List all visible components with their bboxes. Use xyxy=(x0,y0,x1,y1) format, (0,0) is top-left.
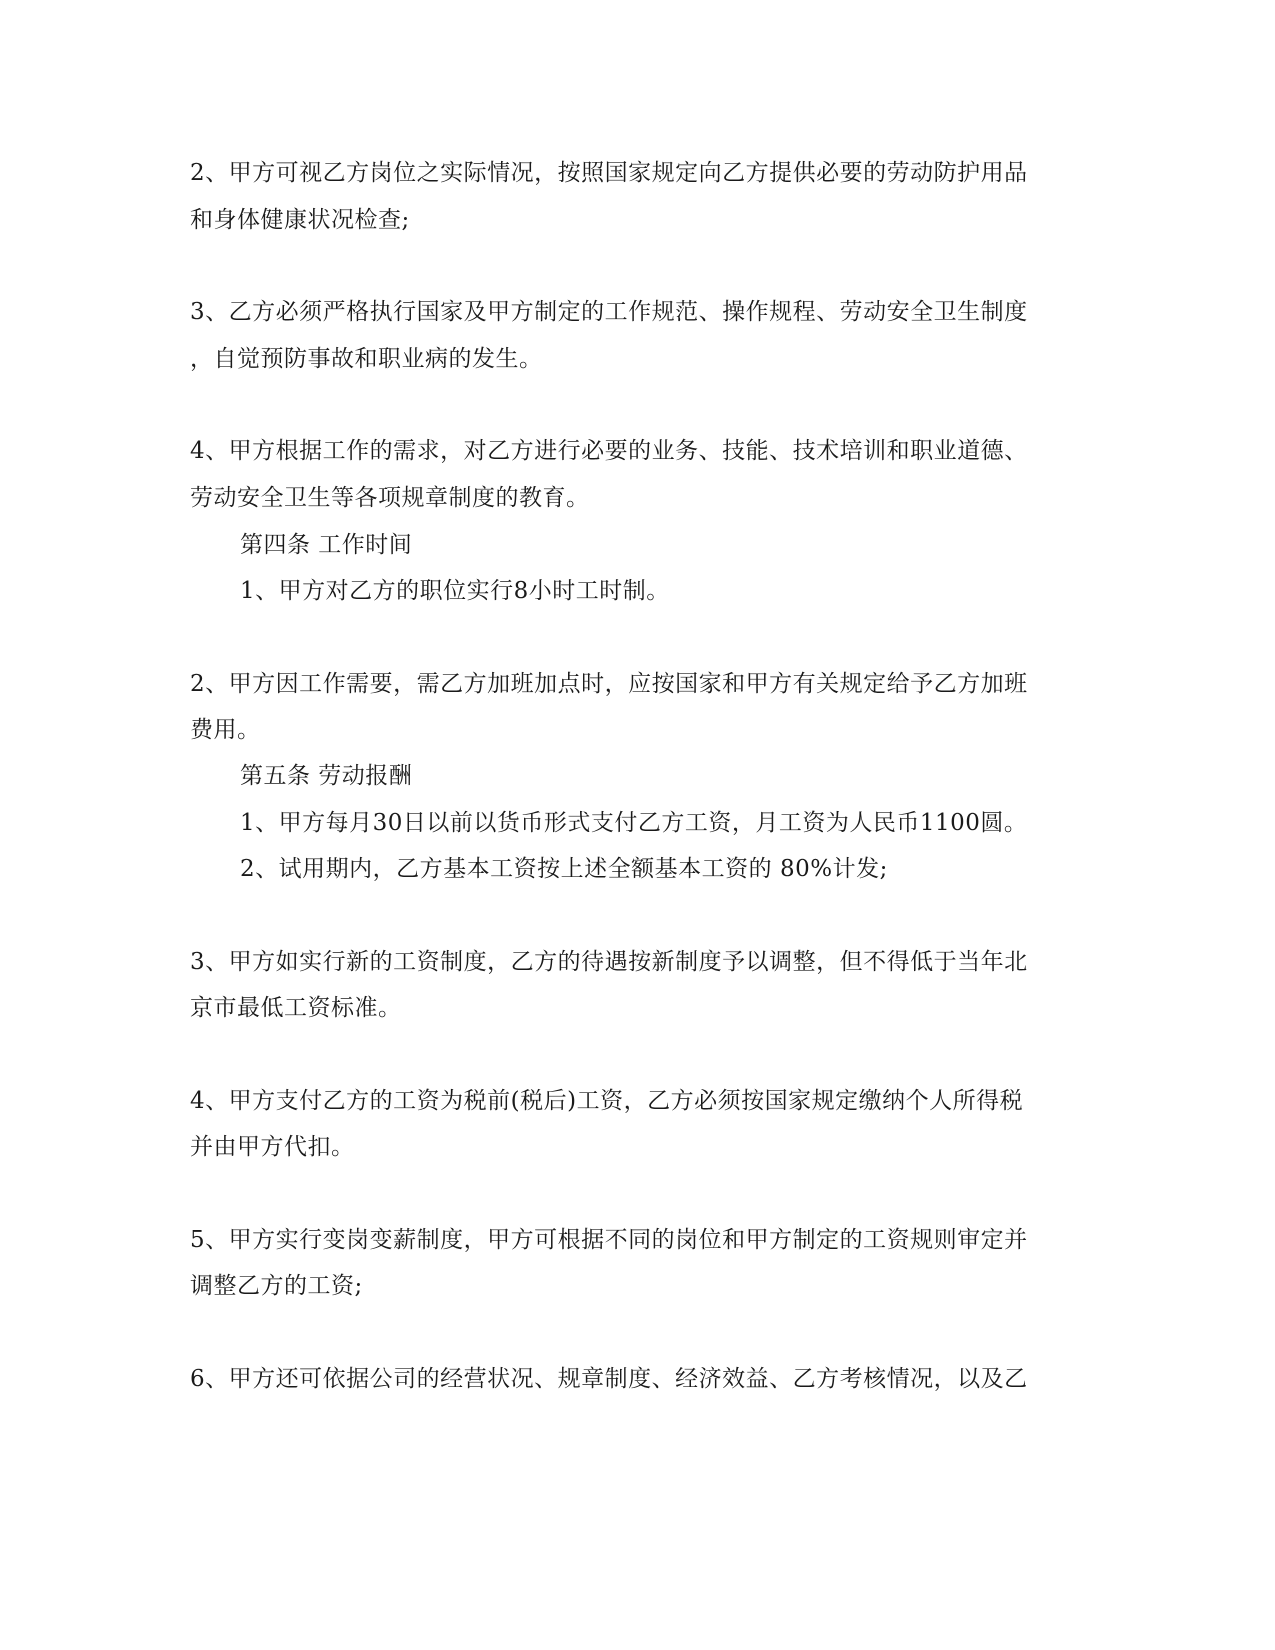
paragraph-line: 4、甲方根据工作的需求，对乙方进行必要的业务、技能、技术培训和职业道德、 xyxy=(190,438,1028,464)
paragraph-line: 2、甲方可视乙方岗位之实际情况，按照国家规定向乙方提供必要的劳动防护用品 xyxy=(190,160,1028,186)
paragraph-line: 1、甲方对乙方的职位实行8小时工时制。 xyxy=(240,578,670,604)
paragraph-line: 并由甲方代扣。 xyxy=(190,1134,355,1160)
paragraph-line: 5、甲方实行变岗变薪制度，甲方可根据不同的岗位和甲方制定的工资规则审定并 xyxy=(190,1227,1028,1253)
paragraph-line: 调整乙方的工资; xyxy=(190,1273,363,1299)
paragraph-line: ，自觉预防事故和职业病的发生。 xyxy=(190,346,543,372)
paragraph-line: 2、试用期内，乙方基本工资按上述全额基本工资的 80%计发; xyxy=(240,856,888,882)
section-heading: 第四条 工作时间 xyxy=(240,532,413,558)
paragraph-line: 劳动安全卫生等各项规章制度的教育。 xyxy=(190,485,590,511)
paragraph-line: 6、甲方还可依据公司的经营状况、规章制度、经济效益、乙方考核情况，以及乙 xyxy=(190,1366,1028,1392)
paragraph-line: 2、甲方因工作需要，需乙方加班加点时，应按国家和甲方有关规定给予乙方加班 xyxy=(190,671,1028,697)
paragraph-line: 京市最低工资标准。 xyxy=(190,995,402,1021)
paragraph-line: 3、甲方如实行新的工资制度，乙方的待遇按新制度予以调整，但不得低于当年北 xyxy=(190,949,1028,975)
section-heading: 第五条 劳动报酬 xyxy=(240,763,413,789)
paragraph-line: 1、甲方每月30日以前以货币形式支付乙方工资，月工资为人民币1100圆。 xyxy=(240,810,1028,836)
paragraph-line: 3、乙方必须严格执行国家及甲方制定的工作规范、操作规程、劳动安全卫生制度 xyxy=(190,299,1028,325)
paragraph-line: 4、甲方支付乙方的工资为税前(税后)工资，乙方必须按国家规定缴纳个人所得税 xyxy=(190,1088,1024,1114)
paragraph-line: 和身体健康状况检查; xyxy=(190,207,410,233)
paragraph-line: 费用。 xyxy=(190,717,261,743)
